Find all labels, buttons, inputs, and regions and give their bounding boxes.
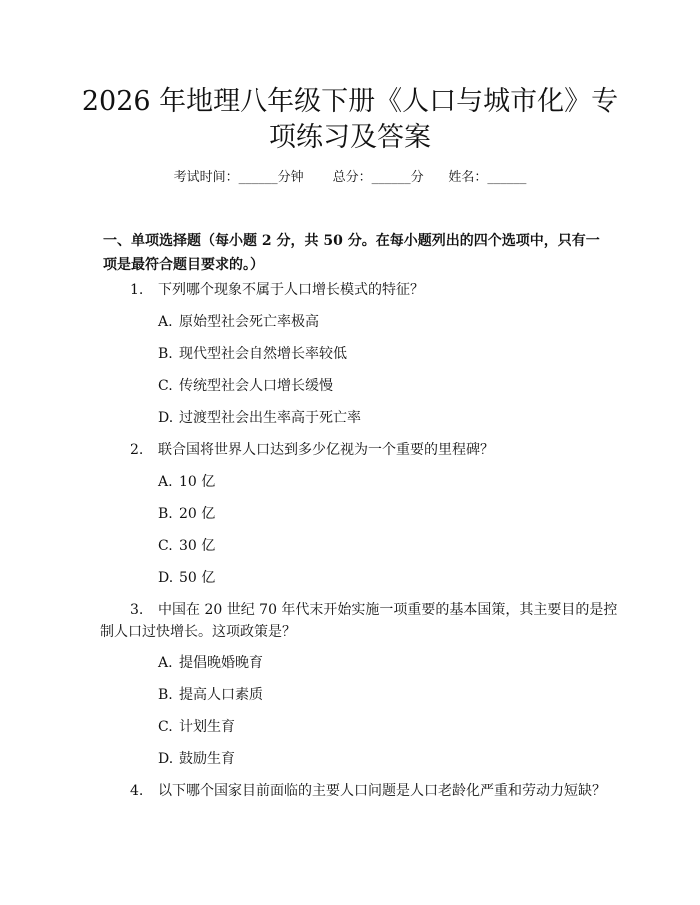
question-text: 中国在 20 世纪 70 年代末开始实施一项重要的基本国策，其主要目的是控 [158, 602, 618, 618]
time-blank: ______ [238, 170, 278, 185]
option-letter: D. [158, 751, 174, 767]
time-unit: 分钟 [277, 170, 304, 185]
question-text: 联合国将世界人口达到多少亿视为一个重要的里程碑？ [158, 442, 494, 458]
option-1b [158, 344, 347, 364]
name-label: 姓名： [448, 170, 488, 185]
option-text: 原始型社会死亡率极高 [179, 314, 319, 330]
option-2b [158, 504, 215, 524]
option-text: 20 亿 [179, 506, 216, 522]
question-text-continued: 制人口过快增长。这项政策是？ [100, 624, 296, 640]
option-1c [158, 376, 333, 396]
option-letter: A. [158, 474, 173, 490]
option-3d [158, 749, 235, 769]
option-letter: B. [158, 506, 173, 522]
option-letter: A. [158, 314, 173, 330]
option-letter: C. [158, 378, 173, 394]
option-text: 提倡晚婚晚育 [179, 655, 263, 671]
score-label: 总分： [332, 170, 372, 185]
option-2c [158, 536, 215, 556]
option-letter: B. [158, 346, 173, 362]
option-text: 30 亿 [179, 538, 216, 554]
question-text: 下列哪个现象不属于人口增长模式的特征？ [158, 282, 424, 298]
option-text: 提高人口素质 [179, 687, 263, 703]
question-1 [130, 280, 424, 300]
option-1d [158, 408, 361, 428]
option-text: 传统型社会人口增长缓慢 [179, 378, 333, 394]
option-text: 鼓励生育 [179, 751, 235, 767]
option-letter: D. [158, 570, 174, 586]
document-title-line-1: 2026 年地理八年级下册《人口与城市化》专 [81, 86, 619, 117]
document-title-line-2: 项练习及答案 [269, 122, 431, 153]
question-text: 以下哪个国家目前面临的主要人口问题是人口老龄化严重和劳动力短缺？ [158, 783, 606, 799]
section-heading: 一、单项选择题（每小题 2 分，共 50 分。在每小题列出的四个选项中，只有一项是最符合题目要求的。） [103, 233, 600, 273]
option-text: 计划生育 [179, 719, 235, 735]
option-2a [158, 472, 215, 492]
option-letter: B. [158, 687, 173, 703]
option-letter: D. [158, 410, 174, 426]
option-3a [158, 653, 263, 673]
option-2d [158, 568, 215, 588]
question-number: 1. [130, 282, 144, 298]
question-number: 3. [130, 602, 144, 618]
option-text: 50 亿 [179, 570, 216, 586]
name-blank: ______ [487, 170, 527, 185]
question-2 [130, 440, 494, 460]
question-4 [130, 781, 606, 801]
question-3 [100, 600, 618, 640]
option-text: 10 亿 [179, 474, 216, 490]
option-1a [158, 312, 319, 332]
option-text: 过渡型社会出生率高于死亡率 [179, 410, 361, 426]
exam-info-line [0, 168, 700, 188]
option-3b [158, 685, 263, 705]
option-letter: C. [158, 538, 173, 554]
question-number: 4. [130, 783, 144, 799]
option-3c [158, 717, 235, 737]
option-letter: C. [158, 719, 173, 735]
score-blank: ______ [371, 170, 411, 185]
score-unit: 分 [410, 170, 424, 185]
option-letter: A. [158, 655, 173, 671]
question-number: 2. [130, 442, 144, 458]
option-text: 现代型社会自然增长率较低 [179, 346, 347, 362]
time-label: 考试时间： [173, 170, 239, 185]
